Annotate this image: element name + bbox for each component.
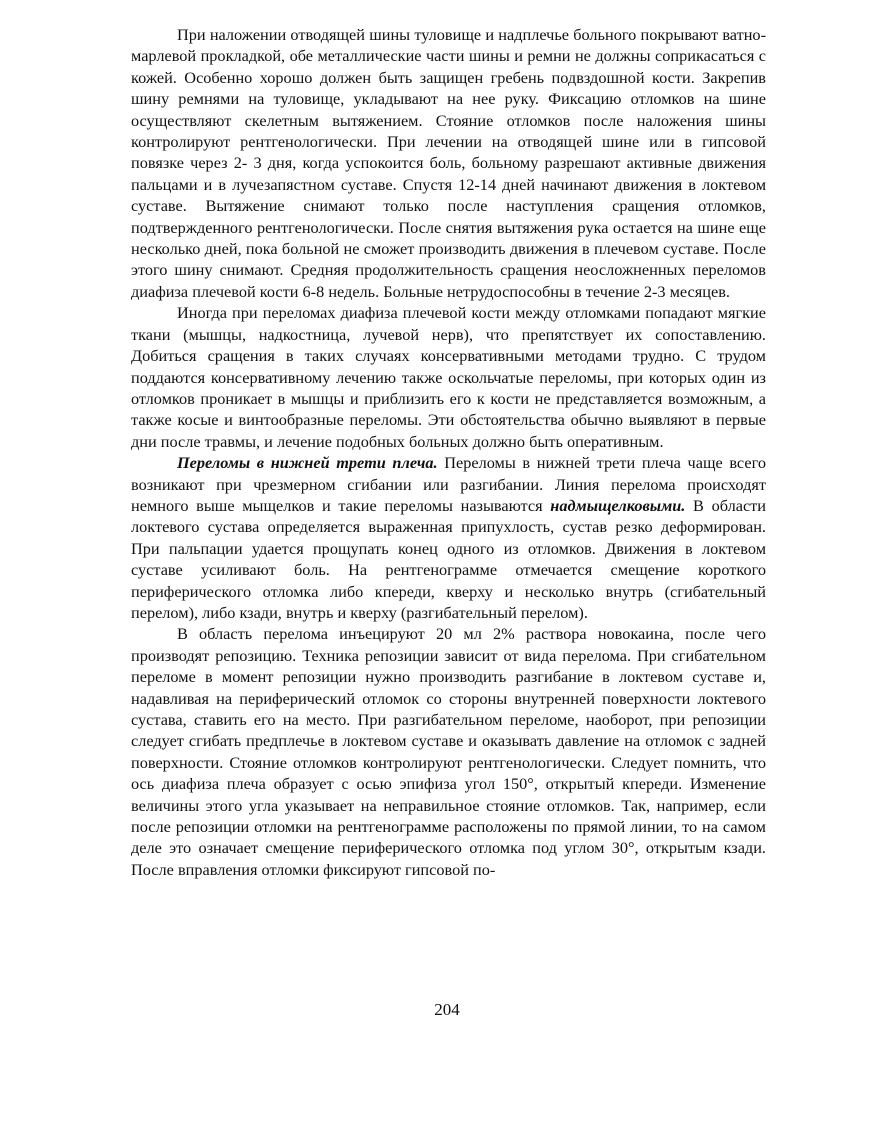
page-number: 204 xyxy=(434,1000,460,1019)
paragraph-reposition: В область перелома инъецируют 20 мл 2% раствора новокаина, после чего производят репозицию. Техника репозиции зависит от вида перелома. При сгибательном переломе в момент репозиции нужно производить разгибание в локтевом суставе и, надавливая на периферический отломок со стороны внутренней поверхности локтевого сустава, ставить его на место. При разгибательном переломе, наоборот, при репозиции следует сгибать предплечье в локтевом суставе и оказывать давление на отломок с задней поверхности. Стояние отломков контролируют рентгенологически. Следует помнить, что ось диафиза плеча образует с осью эпифиза угол 150°, открытый кпереди. Изменение величины этого угла указывает на неправильное стояние отломков. Так, например, если после репозиции отломки на рентгенограмме расположены по прямой линии, то на самом деле это означает смещение периферического отломка под углом 30°, открытым кзади. После вправления отломки фиксируют гипсовой по- xyxy=(131,624,766,879)
term-supracondylar: надмыщелковыми. xyxy=(550,495,686,515)
paragraph-splint-treatment: При наложении отводящей шины туловище и надплечье больного покрывают ватно-марлевой прокладкой, обе металлические части шины и ремни не должны соприкасаться с кожей. Особенно хорошо должен быть защищен гребень подвздошной кости. Закрепив шину ремнями на туловище, укладывают на нее руку. Фиксацию отломков на шине осуществляют скелетным вытяжением. Стояние отломков после наложения шины контролируют рентгенологически. При лечении на отводящей шине или в гипсовой повязке через 2- 3 дня, когда успокоится боль, больному разрешают активные движения пальцами и в лучезапястном суставе. Спустя 12-14 дней начинают движения в локтевом суставе. Вытяжение снимают только после наступления сращения отломков, подтвержденного рентгенологически. После снятия вытяжения рука остается на шине еще несколько дней, пока больной не сможет производить движения в плечевом суставе. После этого шину снимают. Средняя продолжительность сращения неосложненных переломов диафиза плечевой кости 6-8 недель. Больные нетрудоспособны в течение 2-3 месяцев. xyxy=(131,25,766,301)
paragraph-soft-tissue-interposition: Иногда при переломах диафиза плечевой кости между отломками попадают мягкие ткани (мышцы, надкостница, лучевой нерв), что препятствует их сопоставлению. Добиться сращения в таких случаях консервативными методами трудно. С трудом поддаются консервативному лечению также оскольчатые переломы, при которых один из отломков проникает в мышцы и приблизить его к кости не представляется возможным, а также косые и винтообразные переломы. Эти обстоятельства обычно выявляют в первые дни после травмы, и лечение подобных больных должно быть оперативным. xyxy=(131,303,766,451)
document-page xyxy=(131,24,766,880)
section-heading-lower-third: Переломы в нижней трети плеча. xyxy=(177,453,438,473)
paragraph-text-part-a: Переломы в нижней трети плеча чаще всего возникают при чрезмерном сгибании или разгибании. Линия перелома происходят немного выше мыщелков и такие переломы называются xyxy=(131,453,766,515)
paragraph-text-part-b: В области локтевого сустава определяется выраженная припухлость, сустав резко деформирован. При пальпации удается прощупать конец одного из отломков. Движения в локтевом суставе усиливают боль. На рентгенограмме отмечается смещение короткого периферического отломка либо кпереди, кверху и несколько внутрь (сгибательный перелом), либо кзади, внутрь и кверху (разгибательный перелом). xyxy=(131,495,766,622)
paragraph-lower-third-fractures xyxy=(131,452,766,623)
